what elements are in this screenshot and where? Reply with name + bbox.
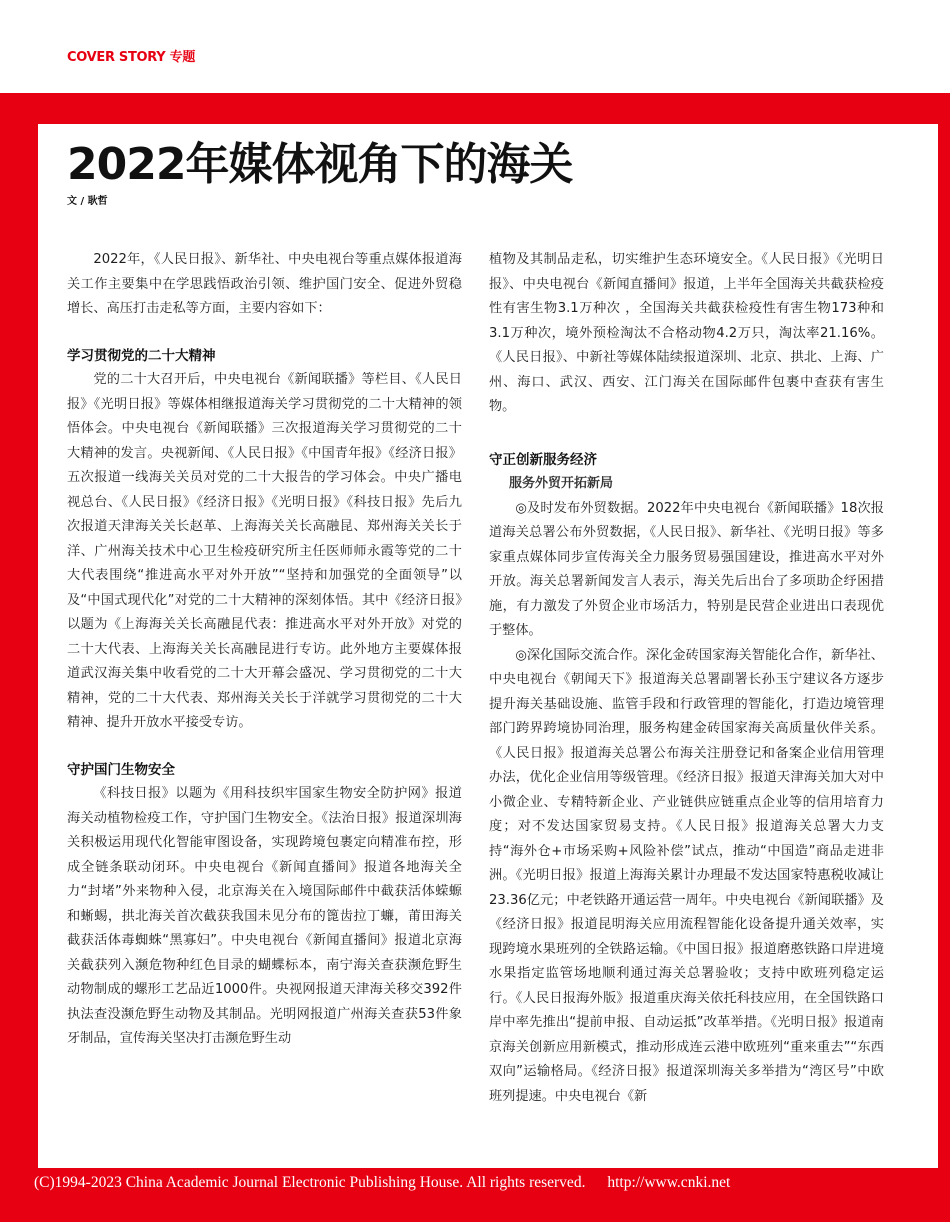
body-paragraph: 《科技日报》以题为《用科技织牢国家生物安全防护网》报道海关动植物检疫工作，守护国门生物安全。《法治日报》报道深圳海关积极运用现代化智能审图设备，实现跨境包裹定向精准布控，形成全链条联动闭环。中央电视台《新闻直播间》报道各地海关全力“封堵”外来物种入侵，北京海关在入境国际邮件中截获活体蝾螈和蜥蜴，拱北海关首次截获我国未见分布的篦齿拉丁蠊，莆田海关截获活体毒蜘蛛“黑寡妇”。中央电视台《新闻直播间》报道北京海关截获列入濒危物种红色目录的蝴蝶标本，南宁海关查获濒危野生动物制成的螺形工艺品近1000件。央视网报道天津海关移交392件执法查没濒危野生动物及其制品。光明网报道广州海关查获53件象牙制品，宣传海关坚决打击濒危野生动	[67, 786, 462, 1046]
red-frame-top	[38, 93, 950, 124]
article-title: 2022年媒体视角下的海关	[67, 139, 573, 190]
column-left	[67, 248, 462, 1052]
spacer	[489, 420, 884, 448]
subsection-heading: 服务外贸开拓新局	[509, 476, 614, 491]
body-paragraph: ◎及时发布外贸数据。2022年中央电视台《新闻联播》18次报道海关总署公布外贸数据，《人民日报》、新华社、《光明日报》等多家重点媒体同步宣传海关全力服务贸易强国建设，推进高水平对外开放。海关总署新闻发言人表示，海关先后出台了多项助企纾困措施，有力激发了外贸企业市场活力，特别是民营企业进出口表现优于整体。	[489, 500, 884, 638]
section-header	[67, 46, 195, 65]
copyright-footer	[34, 1174, 730, 1192]
intro-paragraph: 2022年，《人民日报》、新华社、中央电视台等重点媒体报道海关工作主要集中在学思践悟政治引领、维护国门安全、促进外贸稳增长、高压打击走私等方面，主要内容如下：	[67, 252, 462, 316]
copyright-text: (C)1994-2023 China Academic Journal Electronic Publishing House. All rights reserved.	[34, 1174, 586, 1191]
section-heading: 守正创新服务经济	[489, 451, 597, 468]
section-label-cn: 专题	[169, 50, 196, 65]
footer-url-link[interactable]: http://www.cnki.net	[607, 1174, 731, 1191]
red-frame-left	[0, 93, 38, 1222]
body-paragraph-continued: 植物及其制品走私，切实维护生态环境安全。《人民日报》《光明日报》、中央电视台《新闻直播间》报道，上半年全国海关共截获检疫性有害生物3.1万种次 ，全国海关共截获检疫性有害生物173种和3.1万种次，境外预检淘汰不合格动物4.2万只，淘汰率21.16%。《人民日报》、中新社等媒体陆续报道深圳、北京、拱北、上海、广州、海口、武汉、西安、江门海关在国际邮件包裹中查获有害生物。	[489, 252, 884, 414]
body-paragraph: 党的二十大召开后，中央电视台《新闻联播》等栏目、《人民日报》《光明日报》等媒体相继报道海关学习贯彻党的二十大精神的领悟体会。中央电视台《新闻联播》三次报道海关学习贯彻党的二十大精神的发言。央视新闻、《人民日报》《中国青年报》《经济日报》五次报道一线海关关员对党的二十大报告的学习体会。中央广播电视总台、《人民日报》《经济日报》《光明日报》《科技日报》先后九次报道天津海关关长赵革、上海海关关长高融昆、郑州海关关长于洋、广州海关技术中心卫生检疫研究所主任医师师永霞等党的二十大代表围绕“推进高水平对外开放”“坚持和加强党的全面领导”以及“中国式现代化”对党的二十大精神的深刻体悟。其中《经济日报》以题为《上海海关关长高融昆代表：推进高水平对外开放》对党的二十大代表、上海海关关长高融昆进行专访。此外地方主要媒体报道武汉海关集中收看党的二十大开幕会盛况、学习贯彻党的二十大精神，党的二十大代表、郑州海关关长于洋就学习贯彻党的二十大精神、提升开放水平接受专访。	[67, 372, 462, 730]
cover-story-label: COVER STORY	[67, 50, 166, 65]
red-frame-right	[938, 93, 950, 1222]
column-right	[489, 248, 884, 1109]
section-heading: 学习贯彻党的二十大精神	[67, 347, 216, 364]
section-heading: 守护国门生物安全	[67, 761, 175, 778]
byline: 文 / 耿哲	[67, 196, 108, 207]
body-paragraph: ◎深化国际交流合作。深化金砖国家海关智能化合作，新华社、中央电视台《朝闻天下》报道海关总署副署长孙玉宁建议各方逐步提升海关基础设施、监管手段和行政管理的智能化，打造边境管理部门跨界跨境协同治理，服务构建金砖国家海关高质量伙伴关系。《人民日报》报道海关总署公布海关注册登记和备案企业信用管理办法，优化企业信用等级管理。《经济日报》报道天津海关加大对中小微企业、专精特新企业、产业链供应链重点企业等的信用培育力度；对不发达国家贸易支持。《人民日报》报道海关总署大力支持“海外仓+市场采购+风险补偿”试点，推动“中国造”商品走进非洲。《光明日报》报道上海海关累计办理最不发达国家特惠税收减让23.36亿元；中老铁路开通运营一周年。中央电视台《新闻联播》及《经济日报》报道昆明海关应用流程智能化设备提升通关效率，实现跨境水果班列的全铁路运输。《中国日报》报道磨憨铁路口岸进境水果指定监管场地顺利通过海关总署验收；支持中欧班列稳定运行。《人民日报海外版》报道重庆海关依托科技应用，在全国铁路口岸中率先推出“提前申报、自动运抵”改革举措。《光明日报》报道南京海关创新应用新模式，推动形成连云港中欧班列“重来重去”“东西双向”运输格局。《经济日报》报道深圳海关多举措为“湾区号”中欧班列提速。中央电视台《新	[489, 647, 884, 1104]
